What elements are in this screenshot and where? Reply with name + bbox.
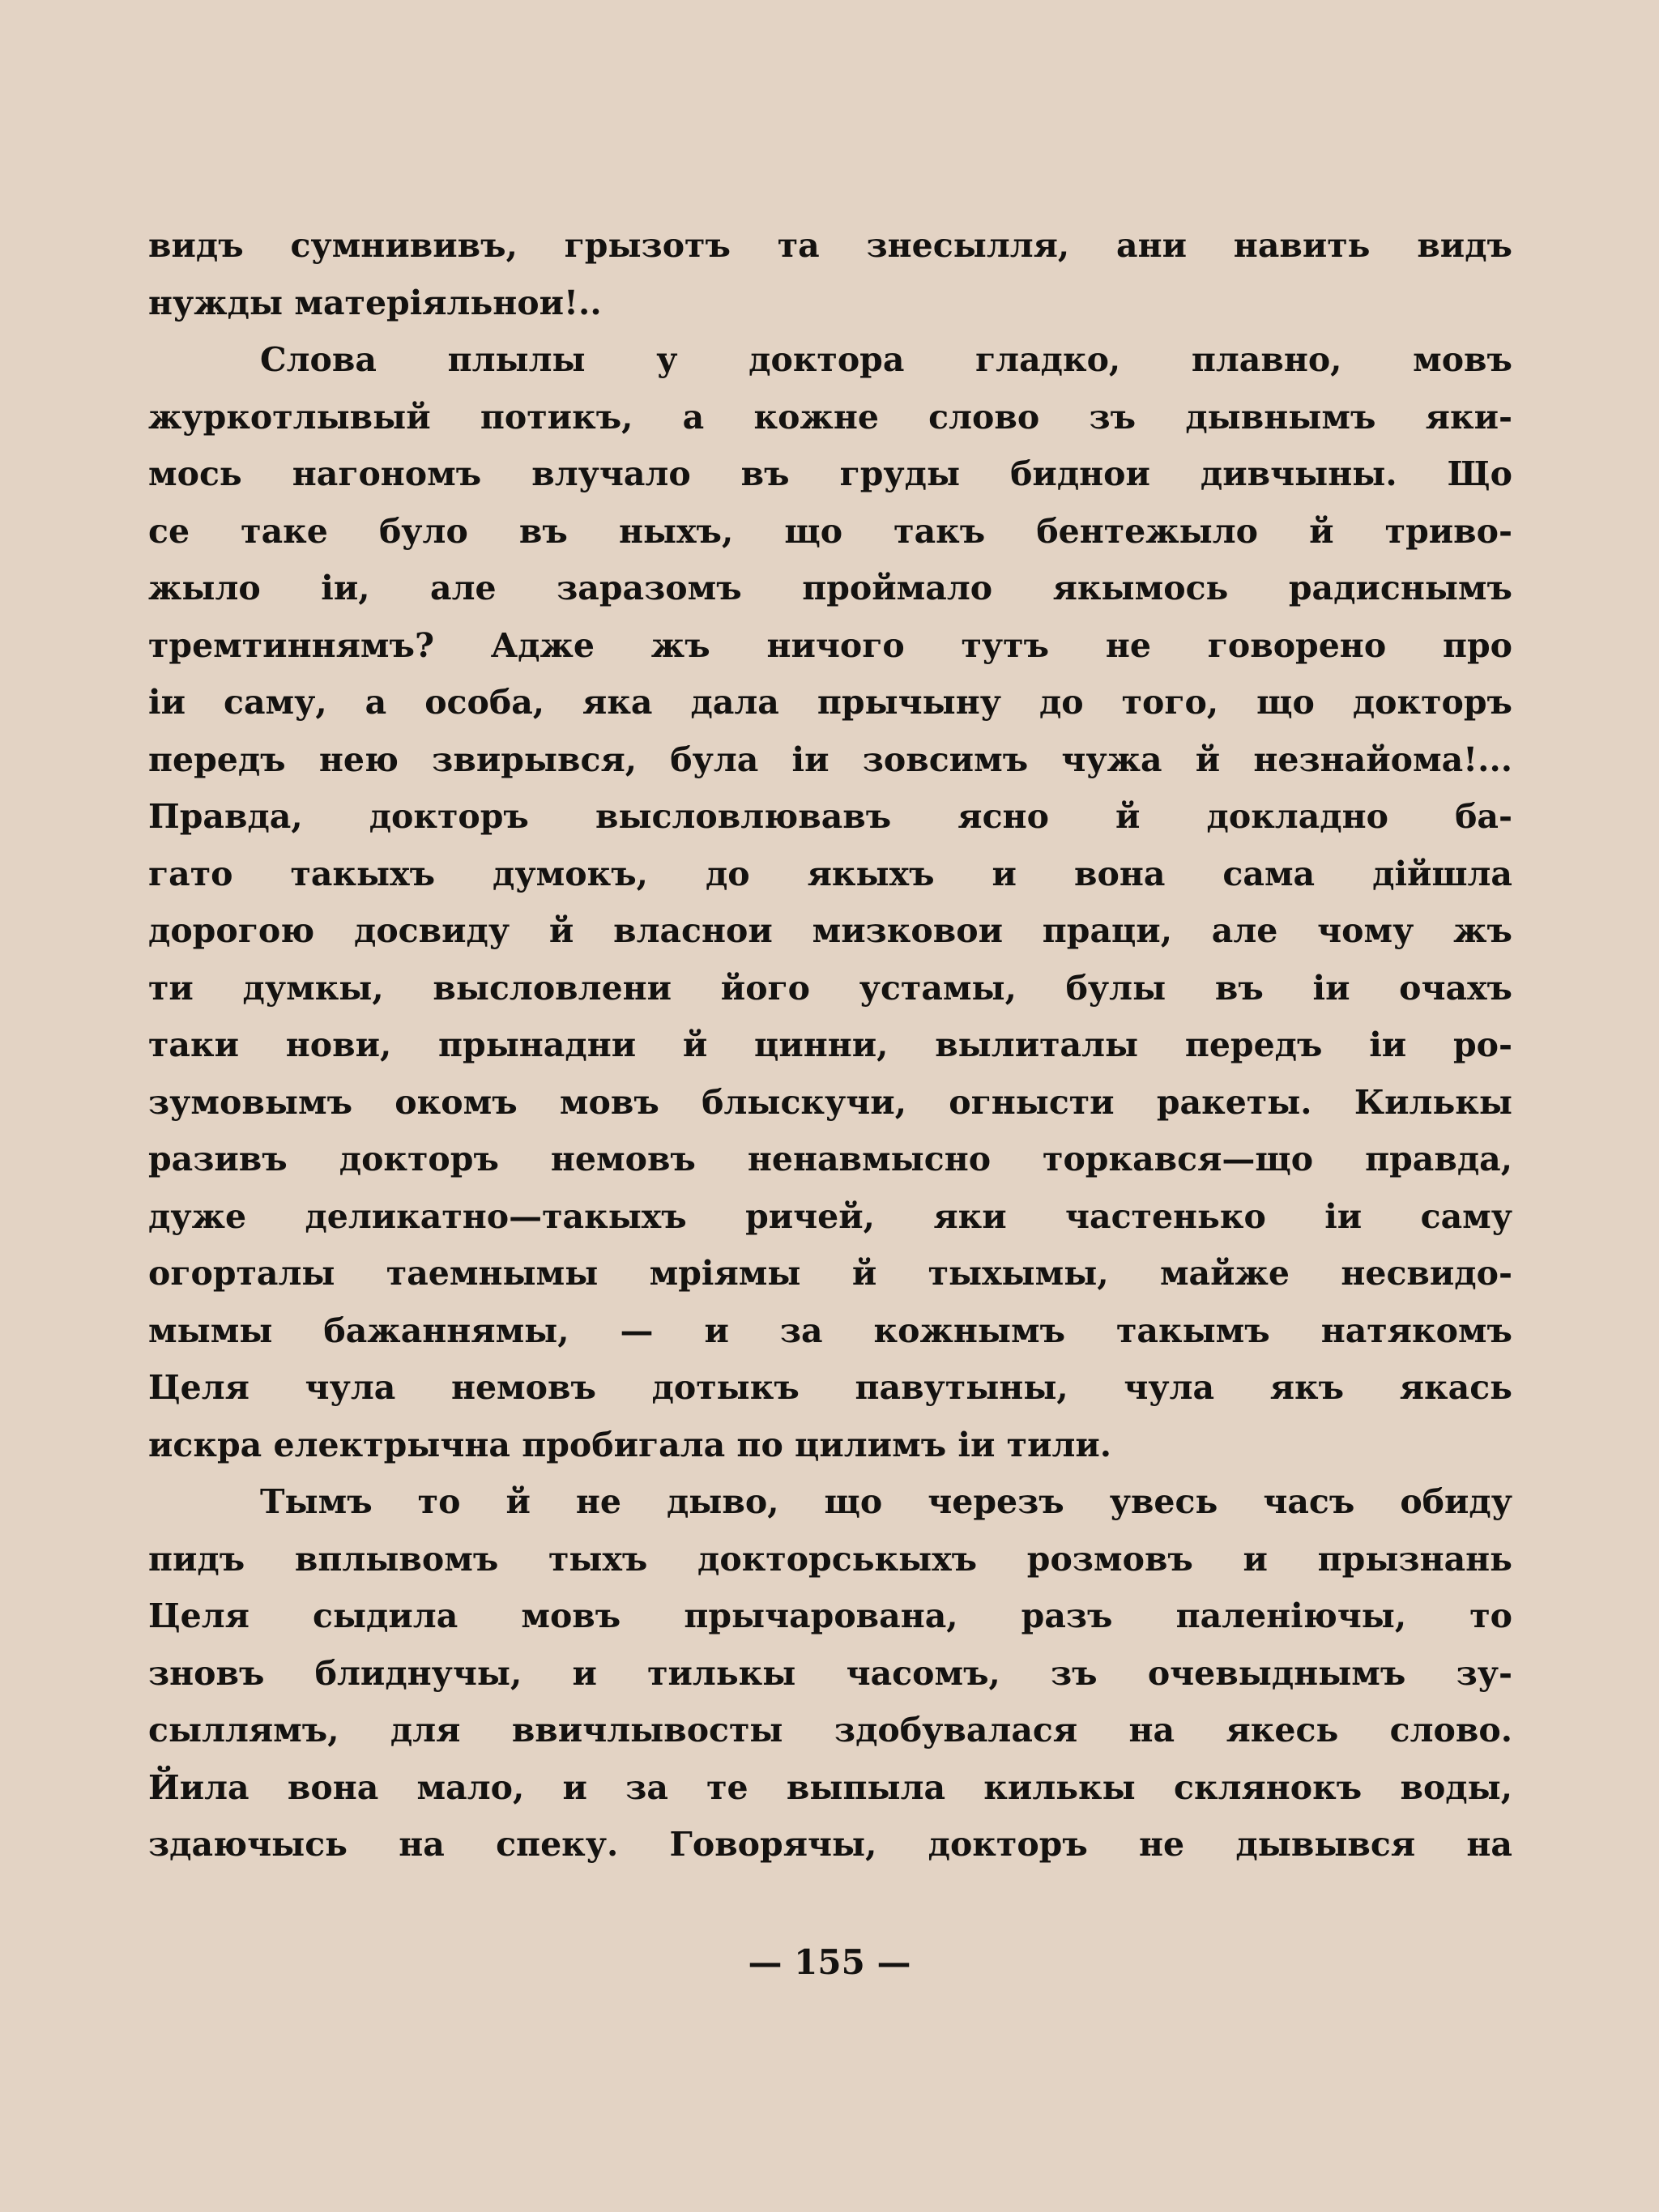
- text-line: ти думкы, высловлени його устамы, булы въ іи очахъ: [148, 968, 1512, 1008]
- text-line: искра електрычна пробигала по цилимъ іи тили.: [148, 1425, 1112, 1464]
- text-line: се таке було въ ныхъ, що такъ бентежыло й триво-: [148, 511, 1512, 551]
- text-line: передъ нею звирывся, була іи зовсимъ чужа й незнайома!...: [148, 739, 1512, 779]
- text-line: Целя сыдила мовъ прычарована, разъ паленіючы, то: [148, 1596, 1512, 1635]
- page-text: [148, 217, 1512, 1873]
- text-line: мымы бажаннямы, — и за кожнымъ такымъ натякомъ: [148, 1311, 1512, 1350]
- text-line: огорталы таемнымы мріямы й тыхымы, майже несвидо-: [148, 1254, 1512, 1293]
- text-line: сыллямъ, для ввичлывосты здобувалася на якесь слово.: [148, 1711, 1512, 1750]
- text-line: гато такыхъ думокъ, до якыхъ и вона сама дійшла: [148, 854, 1512, 893]
- text-line: дорогою досвиду й власнои мизковои праци, але чому жъ: [148, 911, 1512, 950]
- text-line: Целя чула немовъ дотыкъ павутыны, чула якъ якась: [148, 1368, 1512, 1407]
- page-number: — 155 —: [748, 1942, 911, 1982]
- text-line: Слова плылы у доктора гладко, плавно, мовъ: [260, 340, 1512, 379]
- text-line: тремтиннямъ? Адже жъ ничого тутъ не говорено про: [148, 625, 1512, 665]
- text-line: мось нагономъ влучало въ груды биднои дивчыны. Що: [148, 454, 1512, 493]
- text-line: дуже деликатно—такыхъ ричей, яки частенько іи саму: [148, 1196, 1512, 1236]
- text-line: Правда, докторъ высловлювавъ ясно й докладно ба-: [148, 797, 1512, 836]
- text-line: зновъ блиднучы, и тилькы часомъ, зъ очевыднымъ зу-: [148, 1653, 1512, 1693]
- text-line: жыло іи, але заразомъ проймало якымось радиснымъ: [148, 569, 1512, 607]
- text-line: разивъ докторъ немовъ ненавмысно торкався—що правда,: [148, 1140, 1512, 1178]
- text-line: видъ сумнививъ, грызотъ та знесылля, ани навить видъ: [148, 226, 1512, 265]
- text-line: таки нови, прынадни й цинни, вылиталы передъ іи ро-: [148, 1025, 1512, 1064]
- text-line: пидъ вплывомъ тыхъ докторськыхъ розмовъ и прызнань: [148, 1539, 1512, 1579]
- text-line: нужды матеріяльнои!..: [148, 283, 602, 322]
- text-line: журкотлывый потикъ, а кожне слово зъ дывнымъ яки-: [148, 397, 1512, 437]
- text-line: зумовымъ окомъ мовъ блыскучи, огнысти ракеты. Килькы: [148, 1082, 1512, 1122]
- text-line: Тымъ то й не дыво, що черезъ увесь часъ обиду: [260, 1482, 1512, 1521]
- text-line: Йила вона мало, и за те выпыла килькы склянокъ воды,: [148, 1767, 1512, 1807]
- text-line: іи саму, а особа, яка дала прычыну до того, що докторъ: [148, 683, 1512, 722]
- text-line: здаючысь на спеку. Говорячы, докторъ не дывывся на: [148, 1825, 1512, 1864]
